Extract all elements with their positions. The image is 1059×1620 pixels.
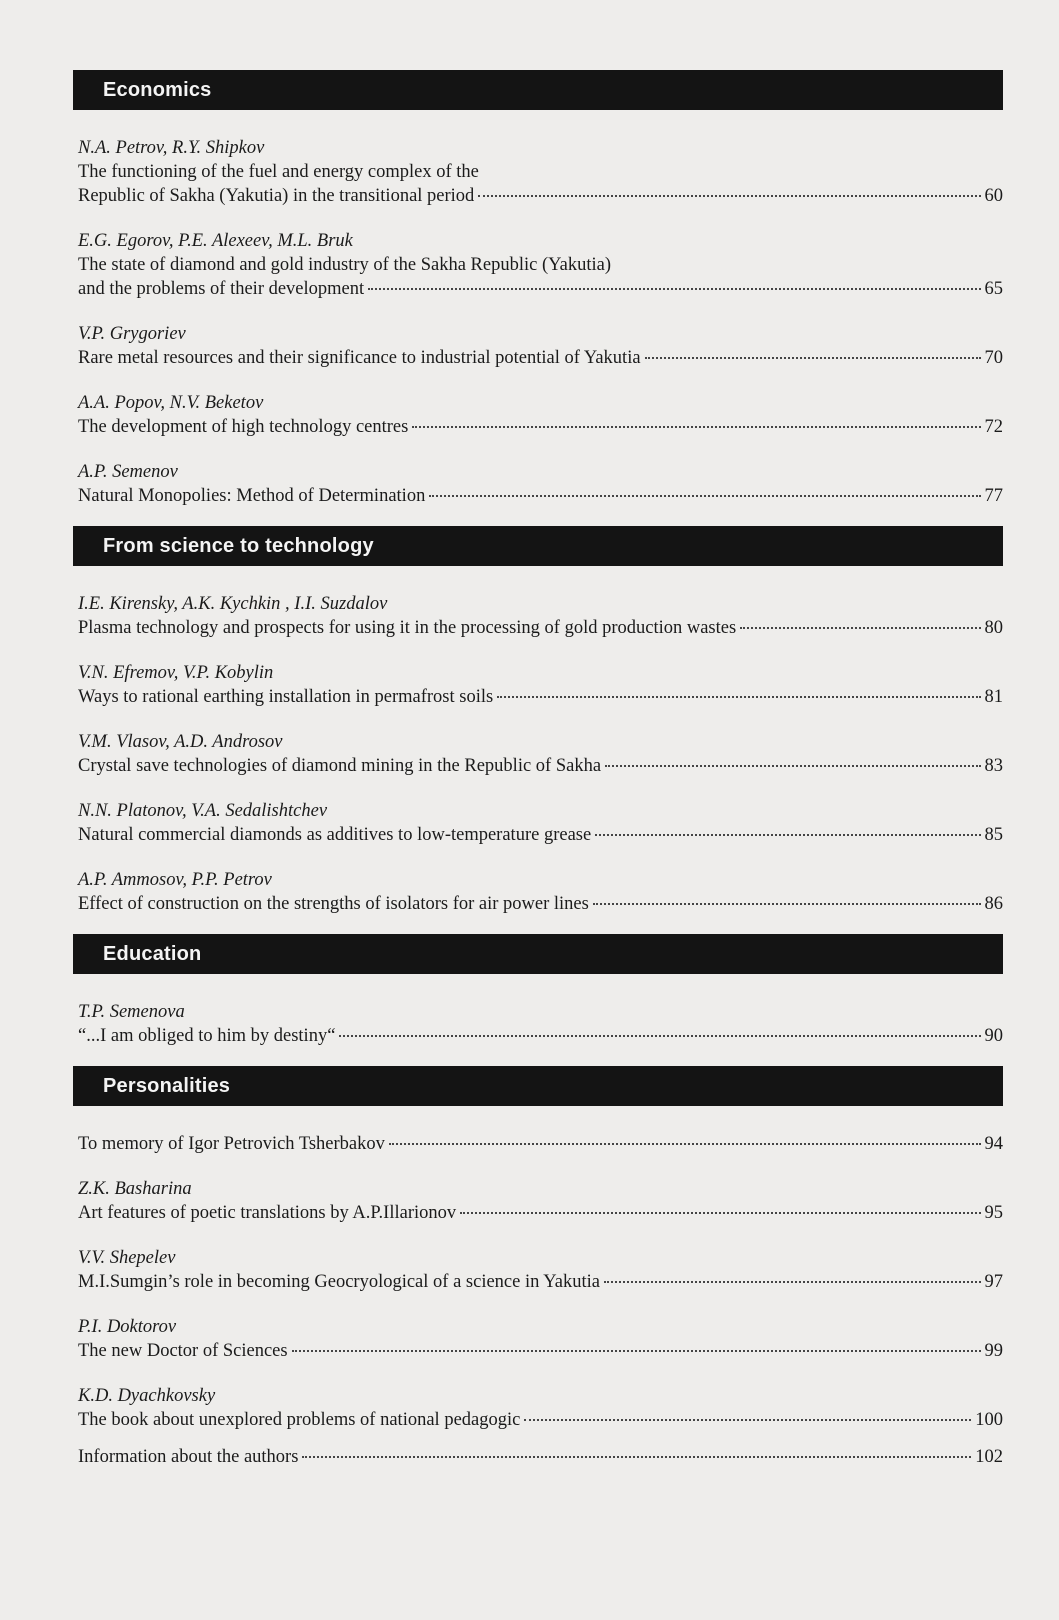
toc-entry	[78, 136, 1003, 208]
section-heading: Economics	[73, 70, 1003, 110]
page-number: 81	[984, 687, 1003, 707]
toc-entry	[78, 592, 1003, 640]
dot-leader	[429, 495, 980, 497]
page-number: 100	[975, 1410, 1003, 1430]
entry-title-line	[78, 1132, 1003, 1156]
toc-entry	[78, 1177, 1003, 1225]
entry-authors: P.I. Doktorov	[78, 1317, 177, 1337]
entry-title-line	[78, 754, 1003, 778]
toc-entry	[78, 1246, 1003, 1294]
entry-title: The development of high technology centres	[78, 417, 409, 437]
entry-title: Rare metal resources and their significance to industrial potential of Yakutia	[78, 348, 641, 368]
page-number: 83	[984, 756, 1003, 776]
page-number: 72	[984, 417, 1003, 437]
entry-title: The book about unexplored problems of national pedagogic	[78, 1410, 521, 1430]
table-of-contents	[73, 70, 1003, 1450]
entry-title-line	[78, 277, 1003, 301]
page-number: 70	[984, 348, 1003, 368]
page-number: 77	[984, 486, 1003, 506]
entry-title: Natural Monopolies: Method of Determination	[78, 486, 426, 506]
entry-authors: V.P. Grygoriev	[78, 324, 186, 344]
toc-section	[73, 934, 1003, 1048]
page-number: 80	[984, 618, 1003, 638]
entry-title-line	[78, 1270, 1003, 1294]
page-number: 86	[984, 894, 1003, 914]
entry-title: Republic of Sakha (Yakutia) in the transitional period	[78, 186, 475, 206]
entry-title-line	[78, 346, 1003, 370]
entry-authors: N.A. Petrov, R.Y. Shipkov	[78, 138, 265, 158]
entry-authors: V.M. Vlasov, A.D. Androsov	[78, 732, 283, 752]
section-heading: Education	[73, 934, 1003, 974]
dot-leader	[740, 627, 980, 629]
entry-title: To memory of Igor Petrovich Tsherbakov	[78, 1134, 385, 1154]
dot-leader	[339, 1035, 980, 1037]
toc-entry	[78, 1384, 1003, 1432]
section-heading: From science to technology	[73, 526, 1003, 566]
toc-section	[73, 526, 1003, 916]
toc-entry	[78, 391, 1003, 439]
dot-leader	[478, 195, 980, 197]
entry-title-line	[78, 1339, 1003, 1363]
toc-entry	[78, 868, 1003, 916]
entry-title-line	[78, 616, 1003, 640]
page-number: 97	[984, 1272, 1003, 1292]
entry-title: and the problems of their development	[78, 279, 365, 299]
entry-authors: V.V. Shepelev	[78, 1248, 176, 1268]
entry-title-line	[78, 184, 1003, 208]
entry-title: Art features of poetic translations by A.P.Illarionov	[78, 1203, 457, 1223]
dot-leader	[605, 765, 980, 767]
toc-section	[73, 1066, 1003, 1432]
toc-entry	[78, 322, 1003, 370]
entry-title: Effect of construction on the strengths of isolators for air power lines	[78, 894, 589, 914]
section-entries	[73, 566, 1003, 916]
section-heading: Personalities	[73, 1066, 1003, 1106]
dot-leader	[645, 357, 981, 359]
toc-entry	[78, 229, 1003, 301]
toc-entry	[78, 799, 1003, 847]
entry-title-line: The state of diamond and gold industry of the Sakha Republic (Yakutia)	[78, 255, 611, 275]
dot-leader	[368, 288, 980, 290]
entry-title-line	[78, 1445, 1003, 1469]
toc-entry	[78, 661, 1003, 709]
entry-title-line	[78, 415, 1003, 439]
entry-authors: K.D. Dyachkovsky	[78, 1386, 216, 1406]
dot-leader	[604, 1281, 980, 1283]
entry-title: Natural commercial diamonds as additives to low-temperature grease	[78, 825, 592, 845]
entry-title: Ways to rational earthing installation in permafrost soils	[78, 687, 494, 707]
entry-title-line	[78, 892, 1003, 916]
entry-authors: A.P. Ammosov, P.P. Petrov	[78, 870, 272, 890]
toc-entry-information-about-authors	[78, 1445, 1003, 1469]
toc-section	[73, 70, 1003, 508]
toc-entry	[78, 1315, 1003, 1363]
entry-title-line	[78, 1024, 1003, 1048]
page-number: 65	[984, 279, 1003, 299]
entry-authors: A.A. Popov, N.V. Beketov	[78, 393, 264, 413]
entry-title-line	[78, 685, 1003, 709]
entry-title-line	[78, 823, 1003, 847]
toc-entry	[78, 1132, 1003, 1156]
entry-title: The new Doctor of Sciences	[78, 1341, 288, 1361]
dot-leader	[412, 426, 980, 428]
entry-authors: V.N. Efremov, V.P. Kobylin	[78, 663, 274, 683]
entry-title-line: The functioning of the fuel and energy complex of the	[78, 162, 479, 182]
entry-authors: A.P. Semenov	[78, 462, 178, 482]
toc-entry	[78, 730, 1003, 778]
toc-entry	[78, 1000, 1003, 1048]
dot-leader	[524, 1419, 971, 1421]
dot-leader	[292, 1350, 981, 1352]
entry-authors: I.E. Kirensky, A.K. Kychkin , I.I. Suzdalov	[78, 594, 388, 614]
page-number: 102	[975, 1447, 1003, 1467]
dot-leader	[302, 1456, 971, 1458]
entry-authors: E.G. Egorov, P.E. Alexeev, M.L. Bruk	[78, 231, 353, 251]
dot-leader	[593, 903, 981, 905]
entry-title: Plasma technology and prospects for using it in the processing of gold production wastes	[78, 618, 737, 638]
entry-authors: N.N. Platonov, V.A. Sedalishtchev	[78, 801, 328, 821]
entry-title-line	[78, 484, 1003, 508]
dot-leader	[389, 1143, 981, 1145]
dot-leader	[460, 1212, 980, 1214]
entry-title: M.I.Sumgin’s role in becoming Geocryological of a science in Yakutia	[78, 1272, 601, 1292]
toc-entry	[78, 460, 1003, 508]
entry-title-line	[78, 1408, 1003, 1432]
entry-title: Crystal save technologies of diamond mining in the Republic of Sakha	[78, 756, 602, 776]
section-entries	[73, 1106, 1003, 1432]
section-entries	[73, 110, 1003, 508]
dot-leader	[497, 696, 980, 698]
entry-title: “...I am obliged to him by destiny“	[78, 1026, 336, 1046]
page-number: 85	[984, 825, 1003, 845]
dot-leader	[595, 834, 980, 836]
entry-title-line	[78, 1201, 1003, 1225]
page-number: 94	[984, 1134, 1003, 1154]
page-number: 95	[984, 1203, 1003, 1223]
entry-authors: Z.K. Basharina	[78, 1179, 192, 1199]
page-number: 99	[984, 1341, 1003, 1361]
entry-authors: T.P. Semenova	[78, 1002, 185, 1022]
page-number: 90	[984, 1026, 1003, 1046]
page-number: 60	[984, 186, 1003, 206]
section-entries	[73, 974, 1003, 1048]
entry-title: Information about the authors	[78, 1447, 299, 1467]
